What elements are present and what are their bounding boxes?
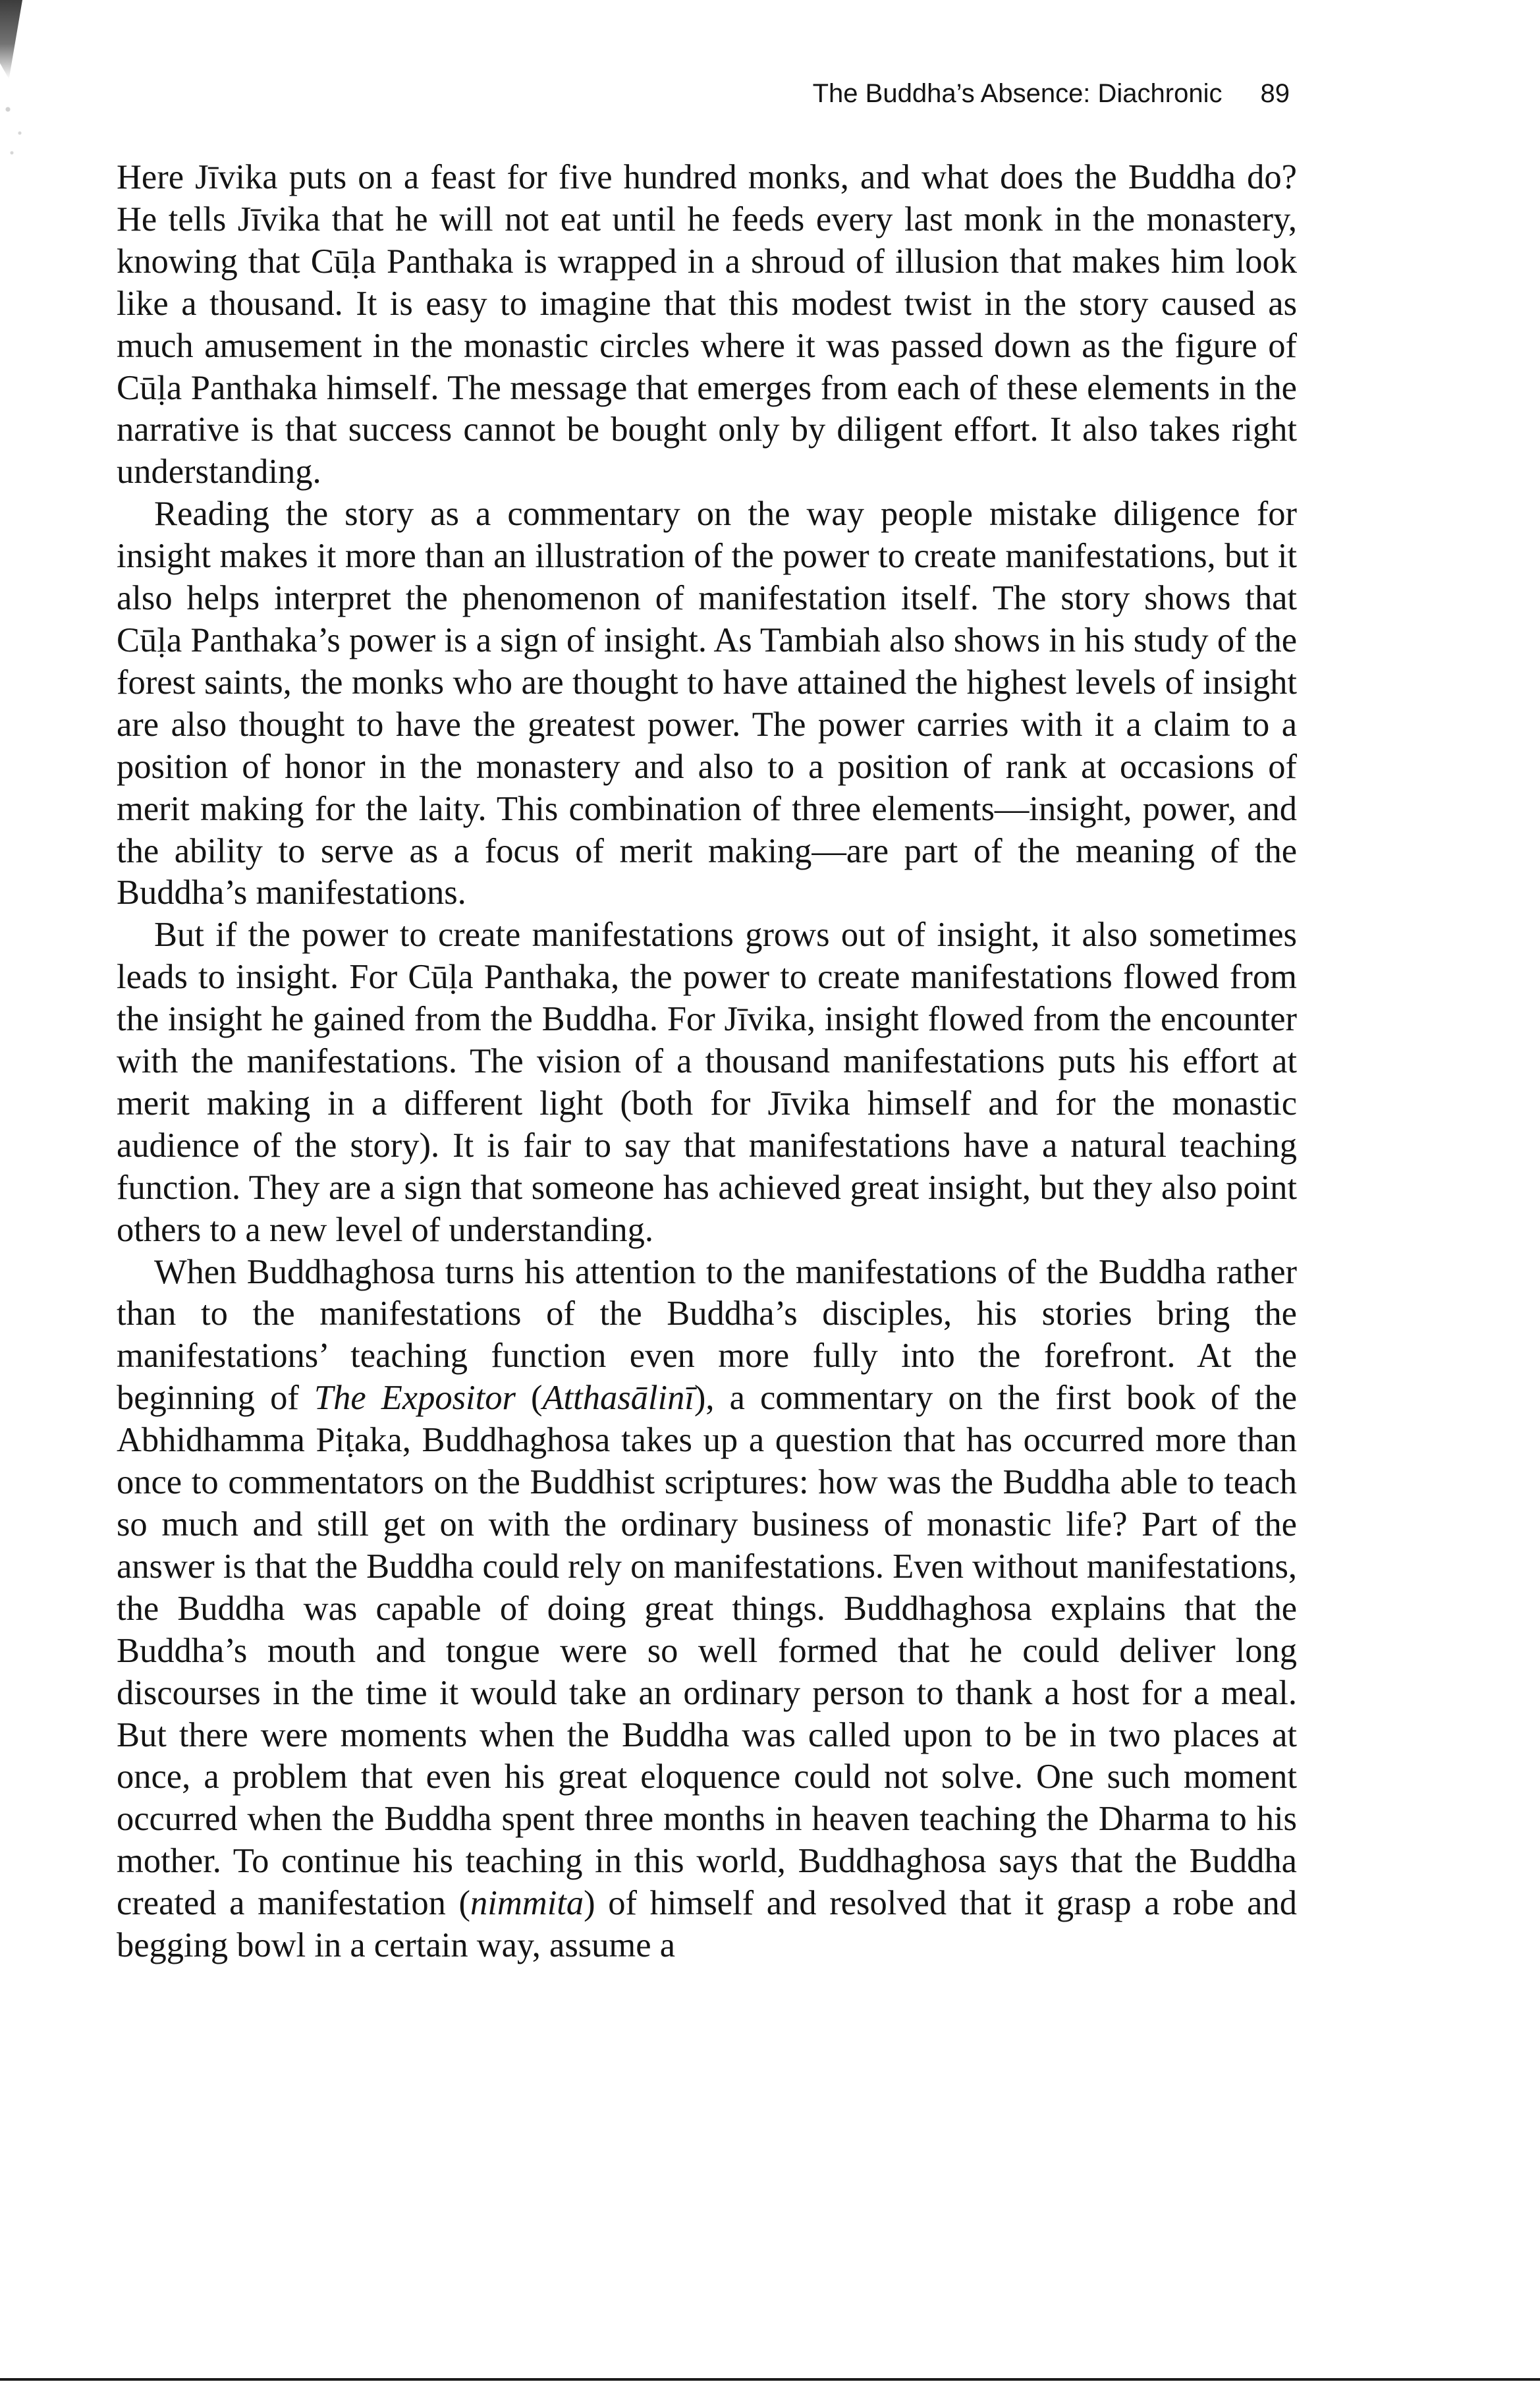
paragraph-1: Here Jīvika puts on a feast for five hundred monks, and what does the Buddha do? He tells Jīvika that he will not eat until he feeds every last monk in the monastery, knowing that Cūḷa Panthaka is wrapped in a shroud of illusion that makes him look like a thousand. It is easy to imagine that this modest twist in the story caused as much amusement in the monastic circles where it was passed down as the figure of Cūḷa Panthaka himself. The message that emerges from each of these elements in the narrative is that success cannot be bought only by diligent effort. It also takes right understanding. (117, 158, 1297, 491)
book-title-expositor: The Expositor (314, 1379, 516, 1418)
running-head (659, 74, 1290, 113)
paragraph-4-text-c: ), a commentary on the first book of the Abhidhamma Piṭaka, Buddhaghosa takes up a question that has occurred more than once to commentators on the Buddhist scriptures: how was the Buddha able to teach so much and still get on with the ordinary business of monastic life? Part of the answer is that the Buddha could rely on manifestations. Even without manifestations, the Buddha was capable of doing great things. Buddhaghosa explains that the Buddha’s mouth and tongue were so well formed that he could deliver long discourses in the time it would take an ordinary person to thank a host for a meal. But there were moments when the Buddha was called upon to be in two places at once, a problem that even his great eloquence could not solve. One such moment occurred when the Buddha spent three months in heaven teaching the Dharma to his mother. To continue his teaching in this world, Buddhaghosa says that the Buddha created a manifestation ( (117, 1379, 1298, 1923)
body-text (117, 157, 1297, 1967)
page-number: 89 (1260, 79, 1290, 108)
book-title-atthasalini: Atthasālinī (542, 1379, 694, 1418)
running-head-title: The Buddha’s Absence: Diachronic (812, 79, 1223, 108)
paragraph-4-text-a: When Buddhaghosa turns his attention to the manifestations of the Buddha rather than to the manifestations of the Buddha’s disciples, his stories bring the manifestations’ teaching function even more fully into the forefront. At the beginning of (117, 1252, 1297, 1418)
term-nimmita: nimmita (470, 1884, 584, 1923)
scan-speckle (0, 86, 40, 165)
paragraph-4 (117, 1252, 1297, 1967)
paragraph-2: Reading the story as a commentary on the way people mistake diligence for insight makes it more than an illustration of the power to create manifestations, but it also helps interpret the phenomenon of manifestation itself. The story shows that Cūḷa Panthaka’s power is a sign of insight. As Tambiah also shows in his study of the forest saints, the monks who are thought to have attained the highest levels of insight are also thought to have the greatest power. The power carries with it a claim to a position of honor in the monastery and also to a position of rank at occasions of merit making for the laity. This combination of three elements—insight, power, and the ability to serve as a focus of merit making—are part of the meaning of the Buddha’s manifestations. (117, 495, 1297, 912)
paragraph-4-text-b: ( (515, 1379, 543, 1418)
bottom-scan-rule (0, 2378, 1540, 2381)
paragraph-4-text-d: ) of himself and resolved that it grasp a robe and begging bowl in a certain way, assume a (117, 1884, 1297, 1965)
paragraph-3: But if the power to create manifestations grows out of insight, it also sometimes leads to insight. For Cūḷa Panthaka, the power to create manifestations flowed from the insight he gained from the Buddha. For Jīvika, insight flowed from the encounter with the manifestations. The vision of a thousand manifestations puts his effort at merit making in a different light (both for Jīvika himself and for the monastic audience of the story). It is fair to say that manifestations have a natural teaching function. They are a sign that someone has achieved great insight, but they also point others to a new level of understanding. (117, 916, 1297, 1249)
scan-edge-mark (0, 0, 22, 79)
